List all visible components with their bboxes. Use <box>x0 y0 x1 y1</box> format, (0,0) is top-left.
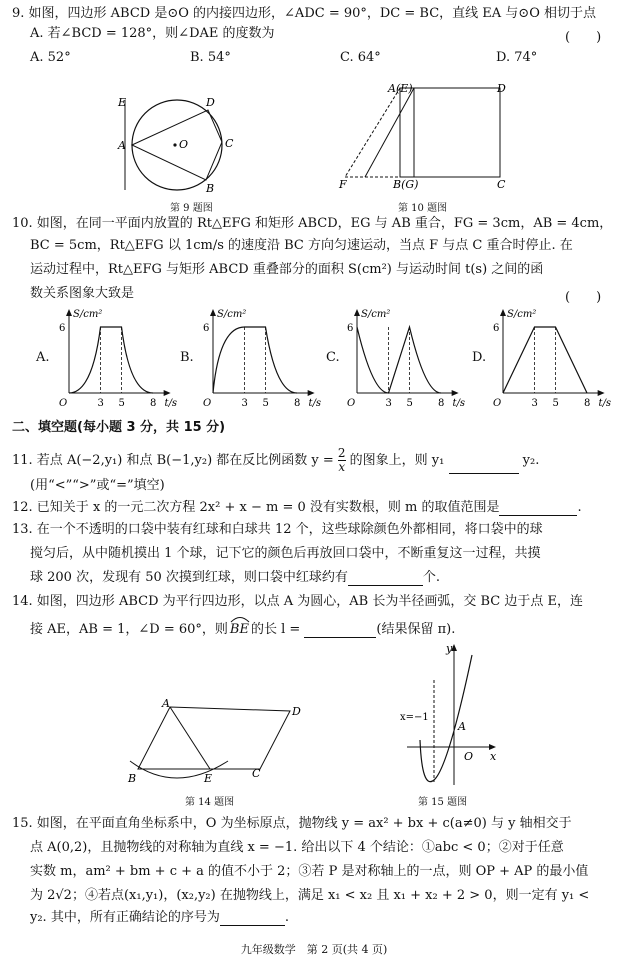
q10-option-c: C. <box>326 350 340 365</box>
q11-line2: (用“<”“>”或“=”填空) <box>30 478 165 493</box>
q10-option-a: A. <box>36 350 50 365</box>
graph-ylabel: S/cm² <box>73 309 103 320</box>
q9-label-d: D <box>206 96 215 109</box>
q10-label-ae: A(E) <box>388 82 413 95</box>
q14-label-e: E <box>204 772 213 785</box>
q10-graph-c <box>343 305 466 410</box>
q15-caption: 第 15 题图 <box>418 797 468 808</box>
q9-option-d: D. 74° <box>496 50 538 65</box>
q11-blank[interactable] <box>449 461 519 474</box>
q15-label-axis: x=−1 <box>400 712 429 723</box>
q11-fraction <box>338 447 346 474</box>
q14-label-a: A <box>162 697 170 710</box>
graph-tick-8: 8 <box>584 398 591 409</box>
q10-answer-paren: ( ) <box>565 290 602 305</box>
q14-figure <box>120 695 310 790</box>
graph-curve <box>69 327 153 393</box>
graph-curve <box>213 327 297 393</box>
graph-tick-3: 3 <box>97 398 104 409</box>
graph-ylabel: S/cm² <box>361 309 391 320</box>
q14-text-a: 接 AE，AB = 1，∠D = 60°，则 <box>30 622 228 637</box>
graph-origin: O <box>347 398 356 409</box>
q10-label-d: D <box>497 82 506 95</box>
q9-label-e: E <box>118 96 127 109</box>
q13-line2: 搅匀后，从中随机摸出 1 个球，记下它的颜色后再放回口袋中，不断重复这一过程，共摸 <box>30 546 541 561</box>
graph-y6: 6 <box>347 323 354 334</box>
q13-blank[interactable] <box>348 573 423 586</box>
q12-blank[interactable] <box>499 503 577 516</box>
q10-label-bg: B(G) <box>393 178 419 191</box>
q11-text-a: 11. 若点 A(−2,y₁) 和点 B(−1,y₂) 都在反比例函数 y = <box>12 453 338 468</box>
q12-line <box>12 500 582 516</box>
q11-text-b: 的图象上，则 y₁ <box>345 453 445 468</box>
q12-end: . <box>577 500 582 515</box>
x-axis-arrow <box>308 390 315 396</box>
graph-tick-3: 3 <box>385 398 392 409</box>
q10-line1: 10. 如图，在同一平面内放置的 Rt△EFG 和矩形 ABCD，EG 与 AB 重合，FG = 3cm，AB = 4cm， <box>12 216 613 231</box>
q11-frac-den: x <box>338 460 346 474</box>
q15-line3: 实数 m，am² + bm + c + a 的值不小于 2；③若 P 是对称轴上的一点，则 OP + AP 的最小值 <box>30 864 589 879</box>
q9-option-c: C. 64° <box>340 50 381 65</box>
q10-graph-b <box>199 305 322 410</box>
q15-label-o: O <box>464 750 474 763</box>
graph-curve <box>503 327 587 393</box>
graph-tick-5: 5 <box>552 398 559 409</box>
graph-tick-5: 5 <box>118 398 125 409</box>
q15-label-a: A <box>458 720 466 733</box>
graph-ylabel: S/cm² <box>507 309 537 320</box>
q14-line2 <box>30 622 455 638</box>
graph-y6: 6 <box>59 323 66 334</box>
q13-text-b: 个. <box>422 570 441 585</box>
graph-tick-3: 3 <box>531 398 538 409</box>
y-axis-arrow <box>354 309 360 316</box>
q15-figure <box>392 640 512 790</box>
q15-label-y: y <box>446 642 453 655</box>
graph-tick-8: 8 <box>150 398 157 409</box>
q15-line4: 为 2√2；④若点(x₁,y₁)，(x₂,y₂) 在抛物线上，满足 x₁ < x₂ 且 x₁ + x₂ + 2 > 0，则一定有 y₁ < <box>30 888 590 903</box>
x-axis-arrow <box>452 390 459 396</box>
q10-line2: BC = 5cm，Rt△EFG 以 1cm/s 的速度沿 BC 方向匀速运动，当点 F 与点 C 重合时停止. 在 <box>30 238 573 253</box>
q10-graph-d <box>489 305 612 410</box>
q15-line1: 15. 如图，在平面直角坐标系中，O 为坐标原点，抛物线 y = ax² + bx + c(a≠0) 与 y 轴相交于 <box>12 816 572 831</box>
q14-line1: 14. 如图，四边形 ABCD 为平行四边形，以点 A 为圆心，AB 长为半径画弧，交 BC 边于点 E，连 <box>12 594 583 609</box>
q13-line1: 13. 在一个不透明的口袋中装有红球和白球共 12 个，这些球除颜色外都相同，将口袋中的球 <box>12 522 543 537</box>
q14-arc-be <box>230 622 249 638</box>
graph-tick-8: 8 <box>294 398 301 409</box>
q10-option-b: B. <box>180 350 194 365</box>
graph-xlabel: t/s <box>164 398 178 409</box>
q14-arc-label: BE <box>229 622 249 637</box>
q10-option-d: D. <box>472 350 487 365</box>
graph-ylabel: S/cm² <box>217 309 247 320</box>
y-axis-arrow <box>210 309 216 316</box>
page-footer: 九年级数学 第 2 页(共 4 页) <box>240 943 388 956</box>
q9-line1: 9. 如图，四边形 ABCD 是⊙O 的内接四边形，∠ADC = 90°，DC = BC，直线 EA 与⊙O 相切于点 <box>12 6 596 21</box>
q9-answer-paren: ( ) <box>565 30 602 45</box>
x-axis-arrow <box>164 390 171 396</box>
q15-label-x: x <box>490 750 497 763</box>
graph-origin: O <box>203 398 212 409</box>
q9-label-b: B <box>206 182 215 195</box>
q15-line5 <box>30 910 289 926</box>
section-2-heading: 二、填空题(每小题 3 分，共 15 分) <box>12 420 226 435</box>
q10-line4: 数关系图象大致是 <box>30 286 135 301</box>
q10-label-f: F <box>339 178 347 191</box>
graph-origin: O <box>59 398 68 409</box>
q14-text-b: 的长 l = <box>250 622 301 637</box>
q15-blank[interactable] <box>220 913 285 926</box>
graph-y6: 6 <box>203 323 210 334</box>
q10-figure <box>335 80 520 192</box>
q9-option-b: B. 54° <box>190 50 231 65</box>
q15-text-b: . <box>284 910 289 925</box>
q14-caption: 第 14 题图 <box>185 797 235 808</box>
graph-tick-8: 8 <box>438 398 445 409</box>
graph-tick-5: 5 <box>262 398 269 409</box>
q14-text-c: (结果保留 π). <box>376 622 456 637</box>
q12-text: 12. 已知关于 x 的一元二次方程 2x² + x − m = 0 没有实数根，则 m 的取值范围是 <box>12 500 500 515</box>
q15-line2: 点 A(0,2)，且抛物线的对称轴为直线 x = −1. 给出以下 4 个结论：①abc < 0；②对于任意 <box>30 840 564 855</box>
y-axis-arrow <box>66 309 72 316</box>
graph-tick-5: 5 <box>406 398 413 409</box>
q14-blank[interactable] <box>304 625 376 638</box>
q10-caption: 第 10 题图 <box>398 203 448 214</box>
graph-tick-3: 3 <box>241 398 248 409</box>
graph-origin: O <box>493 398 502 409</box>
q14-label-c: C <box>252 767 261 780</box>
q13-line3 <box>30 570 440 586</box>
q9-label-a: A <box>118 139 126 152</box>
x-axis-arrow <box>598 390 605 396</box>
graph-curve <box>357 327 441 393</box>
q11-text-c: y₂. <box>522 453 540 468</box>
graph-xlabel: t/s <box>598 398 612 409</box>
q11-line1 <box>12 447 539 474</box>
y-axis-arrow <box>500 309 506 316</box>
q9-caption: 第 9 题图 <box>170 203 213 214</box>
q10-graph-a <box>55 305 178 410</box>
q9-line2: A. 若∠BCD = 128°，则∠DAE 的度数为 <box>30 26 275 41</box>
graph-y6: 6 <box>493 323 500 334</box>
q10-line3: 运动过程中，Rt△EFG 与矩形 ABCD 重叠部分的面积 S(cm²) 与运动时间 t(s) 之间的函 <box>30 262 544 277</box>
q9-label-o: O <box>179 138 189 151</box>
q10-label-c: C <box>497 178 506 191</box>
q15-text-a: y₂. 其中，所有正确结论的序号为 <box>30 910 220 925</box>
q11-frac-num: 2 <box>337 446 346 460</box>
q9-figure <box>110 90 260 195</box>
q14-label-b: B <box>128 772 137 785</box>
graph-xlabel: t/s <box>308 398 322 409</box>
q14-label-d: D <box>292 705 301 718</box>
graph-xlabel: t/s <box>452 398 466 409</box>
q13-text-a: 球 200 次，发现有 50 次摸到红球，则口袋中红球约有 <box>30 570 348 585</box>
q9-label-c: C <box>225 137 234 150</box>
q9-option-a: A. 52° <box>30 50 71 65</box>
